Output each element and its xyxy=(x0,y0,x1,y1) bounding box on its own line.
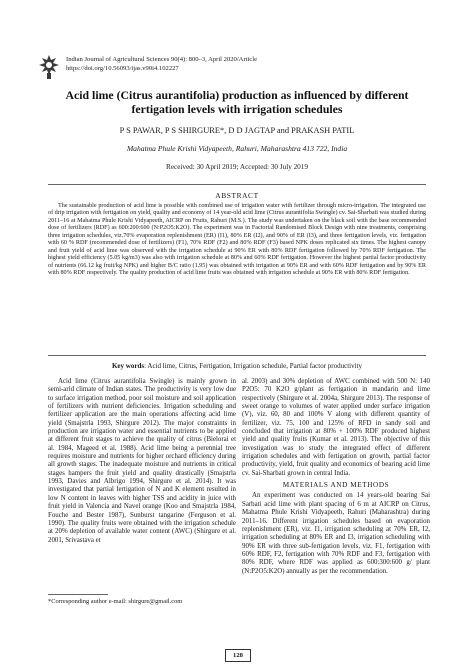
right-column xyxy=(242,378,430,576)
affiliation: Mahatma Phule Krishi Vidyapeeth, Rahuri, Maharashtra 413 722, India xyxy=(126,144,348,153)
journal-citation: Indian Journal of Agricultural Sciences 90(4): 800–3, April 2020/Article xyxy=(66,56,257,63)
journal-logo-icon xyxy=(38,54,60,80)
page-number: 128 xyxy=(225,649,251,662)
abstract-top-rule xyxy=(48,184,426,185)
keywords-label: Key words xyxy=(111,362,145,370)
doi-link[interactable]: https://doi.org/10.56093/ijas.v90i4.102227 xyxy=(66,65,179,72)
abstract-text: The sustainable production of acid lime is possible with combined use of irrigation water with fertilizer through micro-irrigation. The integrated use of drip irrigation with fertigation on yield, quality and economy of 14 year-old acid lime (Citrus aurantifolia Swingle) cv. Sai-Sharbati was studied during 2011–16 at Mahatma Phule Krishi Vidyapeeth, AICRP on Fruits, Rahuri (M.S.). The study was undertaken on the black soil with the base recommended dose of fertilizers (RDF) as 600:200:600 (N:P2O5:K2O). The experiment was in Factorial Randomised Block Design with nine treatments, comprising three irrigation schedules, viz.70% evaporation replenishment (ER) (I1), 80% ER (I2), and 90% of ER (I3), and three fertigation levels, viz. fertigation with 60 % RDF (recommended dose of fertilizers) (F1), 70% RDF (F2) and 80% RDF (F3) based NPK doses replicated six times. The highest canopy and fruit yield of acid lime was observed with the irrigation schedule at 90% ER with 80% RDF fertigation followed by 70% RDF fertigation. The highest yield efficiency (5.05 kg/m3) was also with irrigation schedule at 80% and 60% RDF fertigation. However the highest partial factor productivity of nutrients (66.12 kg fruit/kg NPK) and higher B/C ratio (1.95) was obtained with irrigation at 90% ER and with 60% RDF fertigation and by 90% ER with 80% RDF respectively. The quality production of acid lime fruits was obtained with irrigation schedule at 90% ER with 80% RDF fertigation. xyxy=(48,203,426,277)
author-list: P S PAWAR, P S SHIRGURE*, D D JAGTAP and PRAKASH PATIL xyxy=(119,126,355,135)
footnote xyxy=(48,594,236,605)
left-column xyxy=(48,378,236,545)
methods-paragraph: An experiment was conducted on 14 years-old bearing Sai Sarbati acid lime with plant spacing of 6 m at AICRP on Citrus, Mahatma Phule Krishi Vidyapeeth, Rahuri (Maharashtra) during 2011–16. Different irrigation schedules based on evaporation replenishment (ER), viz. I1, irrigation scheduling at 70% ER, I2, irrigation scheduling at 80% ER and I3, irrigation scheduling with 90% ER with three sub-fertigation levels, viz. F1, fertigation with 60% RDF, F2, fertigation with 70% RDF and F3, fertigation with 80% RDF, where RDF was applied as 600:300:600 g/ plant (N:P2O5:K2O) annually as per the recommendation. xyxy=(242,492,430,575)
abstract-section xyxy=(48,184,426,278)
keywords-text: : Acid lime, Citrus, Fertigation, Irrigation schedule, Partial factor productivity xyxy=(144,362,363,370)
intro-paragraph: Acid lime (Citrus aurantifolia Swingle) is mainly grown in semi-arid climate of Indian states. The productivity is very low due to surface irrigation method, poor soil moisture and soil application of fertilizers with nutrient deficiencies. Irrigation scheduling and fertilizer application are the main operations affecting acid lime yield (Smajstrla 1993, Shirgure 2012). The major constraints in production are irrigation water and essential nutrients to be applied at different fruit stages to achieve the quality of citrus (Bielorai et al. 1984, Mageed et al. 1988). Acid lime being a perennial tree requires moisture and nutrients for higher orchard efficiency during all growth stages. The inadequate moisture and nutrients in critical stages hampers the fruit yield and quality drastically (Smajstrla 1993, Davies and Albrigo 1994, Shirgure et al. 2014). It was investigated that partial fertigation of N and K element resulted in low N content in leaves with higher TSS and acidity in juice with fruit yield in Valencia and Navel orange (Koo and Smajstrla 1984, Fouche and Bester 1987), Sunburst tangarine (Ferguson et al. 1990). The quality fruits were obtained with the irrigation schedule at 20% depletion of available water content (AWC) (Shirgure et al. 2001, Srivastava et xyxy=(48,378,236,544)
section-heading-methods: MATERIALS AND METHODS xyxy=(282,481,390,490)
paper-title: Acid lime (Citrus aurantifolia) production as influenced by different fertigation levels with irrigation schedules xyxy=(65,88,409,116)
keywords-section xyxy=(48,355,426,370)
footnote-rule xyxy=(48,594,108,595)
keywords-rule xyxy=(48,355,426,356)
intro-continued-paragraph: al. 2003) and 30% depletion of AWC combined with 500 N: 140 P2O5: 70 K2O g/plant as fertigation in mandarin and lime respectively (Shirgure et al. 2004a, Shirgure 2013). The response of sweet orange to volumes of water applied under surface irrigation (V), viz. 60, 80 and 100% V along with different quantity of fertilizer, viz. 75, 100 and 125% of RFD in sandy soil and concluded that irrigation at 80% + 100% RDF produced highest yield and quality fruits (Kumar et al. 2013). The objective of this investigation was to study the integrated effect of different irrigation schedules and with fertigation on growth, partial factor productivity, yield, fruit quality and economics of bearing acid lime cv. Sai-Sharbati grown in central India. xyxy=(242,378,430,477)
abstract-heading: ABSTRACT xyxy=(215,191,259,200)
corresponding-author-email: *Corresponding author e-mail: shirgure@gmail.com xyxy=(48,598,183,605)
journal-header xyxy=(66,55,257,73)
received-accepted-dates: Received: 30 April 2019; Accepted: 30 July 2019 xyxy=(166,163,308,171)
